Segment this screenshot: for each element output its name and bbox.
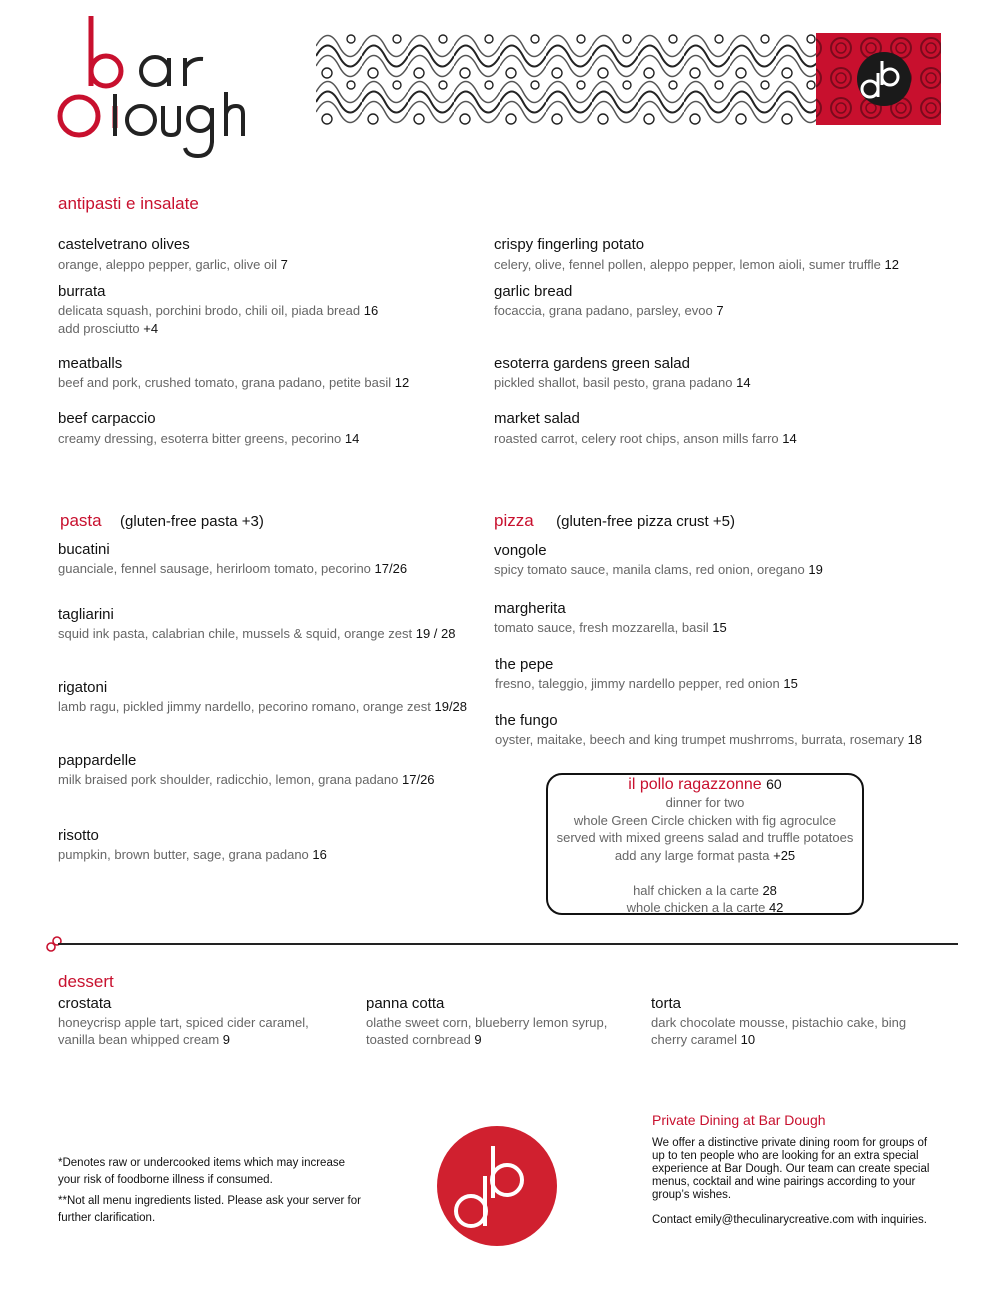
item-name: the fungo [495, 712, 558, 729]
item-name: crostata [58, 995, 112, 1012]
item-name: market salad [494, 410, 580, 427]
item-name: castelvetrano olives [58, 236, 190, 253]
pollo-special-box [546, 773, 864, 915]
section-divider [58, 943, 958, 945]
item-name: rigatoni [58, 679, 108, 696]
item-extra: add prosciutto +4 [58, 321, 159, 336]
section-header-pizza [494, 511, 735, 531]
item-desc: beef and pork, crushed tomato, grana padano, petite basil 12 [58, 375, 410, 390]
item-price: 19 / 28 [415, 626, 456, 641]
pollo-price: 60 [766, 776, 782, 792]
item-price: 14 [782, 431, 797, 446]
note-line: your risk of foodborne illness if consumed. [58, 1174, 273, 1186]
item-name: pappardelle [58, 752, 137, 769]
divider-mark-icon [44, 934, 64, 959]
pollo-line-price: 42 [768, 900, 784, 915]
item-desc: vanilla bean whipped cream 9 [58, 1032, 231, 1047]
pollo-line: served with mixed greens salad and truffle potatoes [556, 830, 854, 845]
section-title-pasta: pasta [60, 511, 102, 530]
pollo-line: add any large format pasta +25 [614, 847, 796, 863]
item-desc: fresno, taleggio, jimmy nardello pepper, red onion 15 [495, 676, 798, 691]
pollo-line: dinner for two [665, 795, 745, 810]
item-desc: pickled shallot, basil pesto, grana padano 14 [494, 375, 751, 390]
item-name: panna cotta [366, 995, 445, 1012]
item-price: 18 [907, 732, 923, 747]
bar-dough-logo [55, 14, 255, 164]
private-dining-title: Private Dining at Bar Dough [652, 1112, 826, 1128]
item-price: 19/28 [434, 699, 468, 714]
pd-line: We offer a distinctive private dining room for groups of [652, 1137, 928, 1149]
item-price: 9 [474, 1032, 482, 1047]
item-name: beef carpaccio [58, 410, 156, 427]
item-desc: lamb ragu, pickled jimmy nardello, pecorino romano, orange zest 19/28 [58, 699, 468, 714]
note-line: *Denotes raw or undercooked items which may increase [58, 1157, 345, 1169]
pollo-line: half chicken a la carte 28 [633, 882, 777, 898]
item-price: 9 [222, 1032, 231, 1047]
item-desc: dark chocolate mousse, pistachio cake, bing [651, 1015, 907, 1030]
item-desc: toasted cornbread 9 [366, 1032, 482, 1047]
decorative-banner [316, 33, 941, 125]
item-desc: cherry caramel 10 [651, 1032, 756, 1047]
item-name: esoterra gardens green salad [494, 355, 690, 372]
item-desc: roasted carrot, celery root chips, anson mills farro 14 [494, 431, 797, 446]
pd-line: menus, cocktail and wine pairings according to your [652, 1176, 916, 1188]
pd-contact: Contact emily@theculinarycreative.com with inquiries. [652, 1214, 928, 1226]
note-line: **Not all menu ingredients listed. Please ask your server for [58, 1195, 361, 1207]
section-title-pizza: pizza [494, 511, 534, 530]
item-name: garlic bread [494, 283, 573, 300]
item-price: 15 [783, 676, 798, 691]
item-price: 10 [740, 1032, 756, 1047]
item-name: tagliarini [58, 606, 114, 623]
section-title-antipasti: antipasti e insalate [58, 194, 199, 213]
item-desc: guanciale, fennel sausage, herirloom tomato, pecorino 17/26 [58, 561, 408, 576]
item-price: 17/26 [402, 772, 435, 787]
item-desc: orange, aleppo pepper, garlic, olive oil 7 [58, 257, 288, 272]
pollo-line-price: +25 [773, 847, 796, 863]
item-desc: milk braised pork shoulder, radicchio, lemon, grana padano 17/26 [58, 772, 435, 787]
item-desc: squid ink pasta, calabrian chile, mussels & squid, orange zest 19 / 28 [58, 626, 456, 641]
pollo-line: whole Green Circle chicken with fig agroculce [573, 812, 837, 828]
item-desc: pumpkin, brown butter, sage, grana padano 16 [58, 847, 327, 862]
item-desc: celery, olive, fennel pollen, aleppo pepper, lemon aioli, sumer truffle 12 [494, 257, 899, 272]
item-name: bucatini [58, 541, 110, 558]
private-dining-body [652, 1137, 929, 1227]
item-name: risotto [58, 827, 99, 844]
item-desc: olathe sweet corn, blueberry lemon syrup, [366, 1015, 608, 1030]
item-desc: focaccia, grana padano, parsley, evoo 7 [494, 303, 724, 318]
pollo-title-line [548, 776, 862, 794]
item-price: 19 [808, 562, 823, 577]
item-name: vongole [494, 542, 547, 559]
pollo-line-price: 28 [762, 882, 777, 898]
pollo-line: whole chicken a la carte 42 [626, 900, 784, 915]
pollo-title: il pollo ragazzonne [628, 776, 762, 793]
item-desc: tomato sauce, fresh mozzarella, basil 15 [494, 620, 727, 635]
item-price: 15 [712, 620, 727, 635]
item-price: 14 [344, 431, 360, 446]
pollo-spacer [548, 864, 862, 882]
item-desc: honeycrisp apple tart, spiced cider caramel, [58, 1015, 309, 1030]
disclaimer-notes [58, 1155, 361, 1227]
section-note-pasta: (gluten-free pasta +3) [120, 513, 264, 530]
item-name: burrata [58, 283, 106, 300]
item-price: 12 [394, 375, 410, 390]
item-price: +4 [143, 321, 159, 336]
item-price: 7 [716, 303, 724, 318]
item-name: margherita [494, 600, 566, 617]
pd-line: experience at Bar Dough. Our team can create special [652, 1163, 930, 1175]
item-desc: oyster, maitake, beech and king trumpet mushrroms, burrata, rosemary 18 [495, 732, 923, 747]
pd-line: up to ten people who are looking for an extra special [652, 1150, 919, 1162]
item-desc: delicata squash, porchini brodo, chili oil, piada bread 16 [58, 303, 379, 318]
pd-line: group’s wishes. [652, 1189, 732, 1201]
item-price: 14 [736, 375, 751, 390]
item-price: 12 [884, 257, 899, 272]
note-line: further clarification. [58, 1212, 156, 1224]
item-name: meatballs [58, 355, 123, 372]
db-monogram-logo [437, 1126, 557, 1251]
section-header-pasta [60, 511, 264, 531]
item-price: 7 [280, 257, 288, 272]
section-note-pizza: (gluten-free pizza crust +5) [556, 513, 735, 530]
item-price: 16 [363, 303, 379, 318]
item-price: 17/26 [374, 561, 408, 576]
item-desc: spicy tomato sauce, manila clams, red onion, oregano 19 [494, 562, 823, 577]
item-name: crispy fingerling potato [494, 236, 645, 253]
item-name: torta [651, 995, 682, 1012]
item-price: 16 [312, 847, 327, 862]
item-desc: creamy dressing, esoterra bitter greens, pecorino 14 [58, 431, 360, 446]
section-title-dessert: dessert [58, 972, 114, 991]
item-name: the pepe [495, 656, 554, 673]
